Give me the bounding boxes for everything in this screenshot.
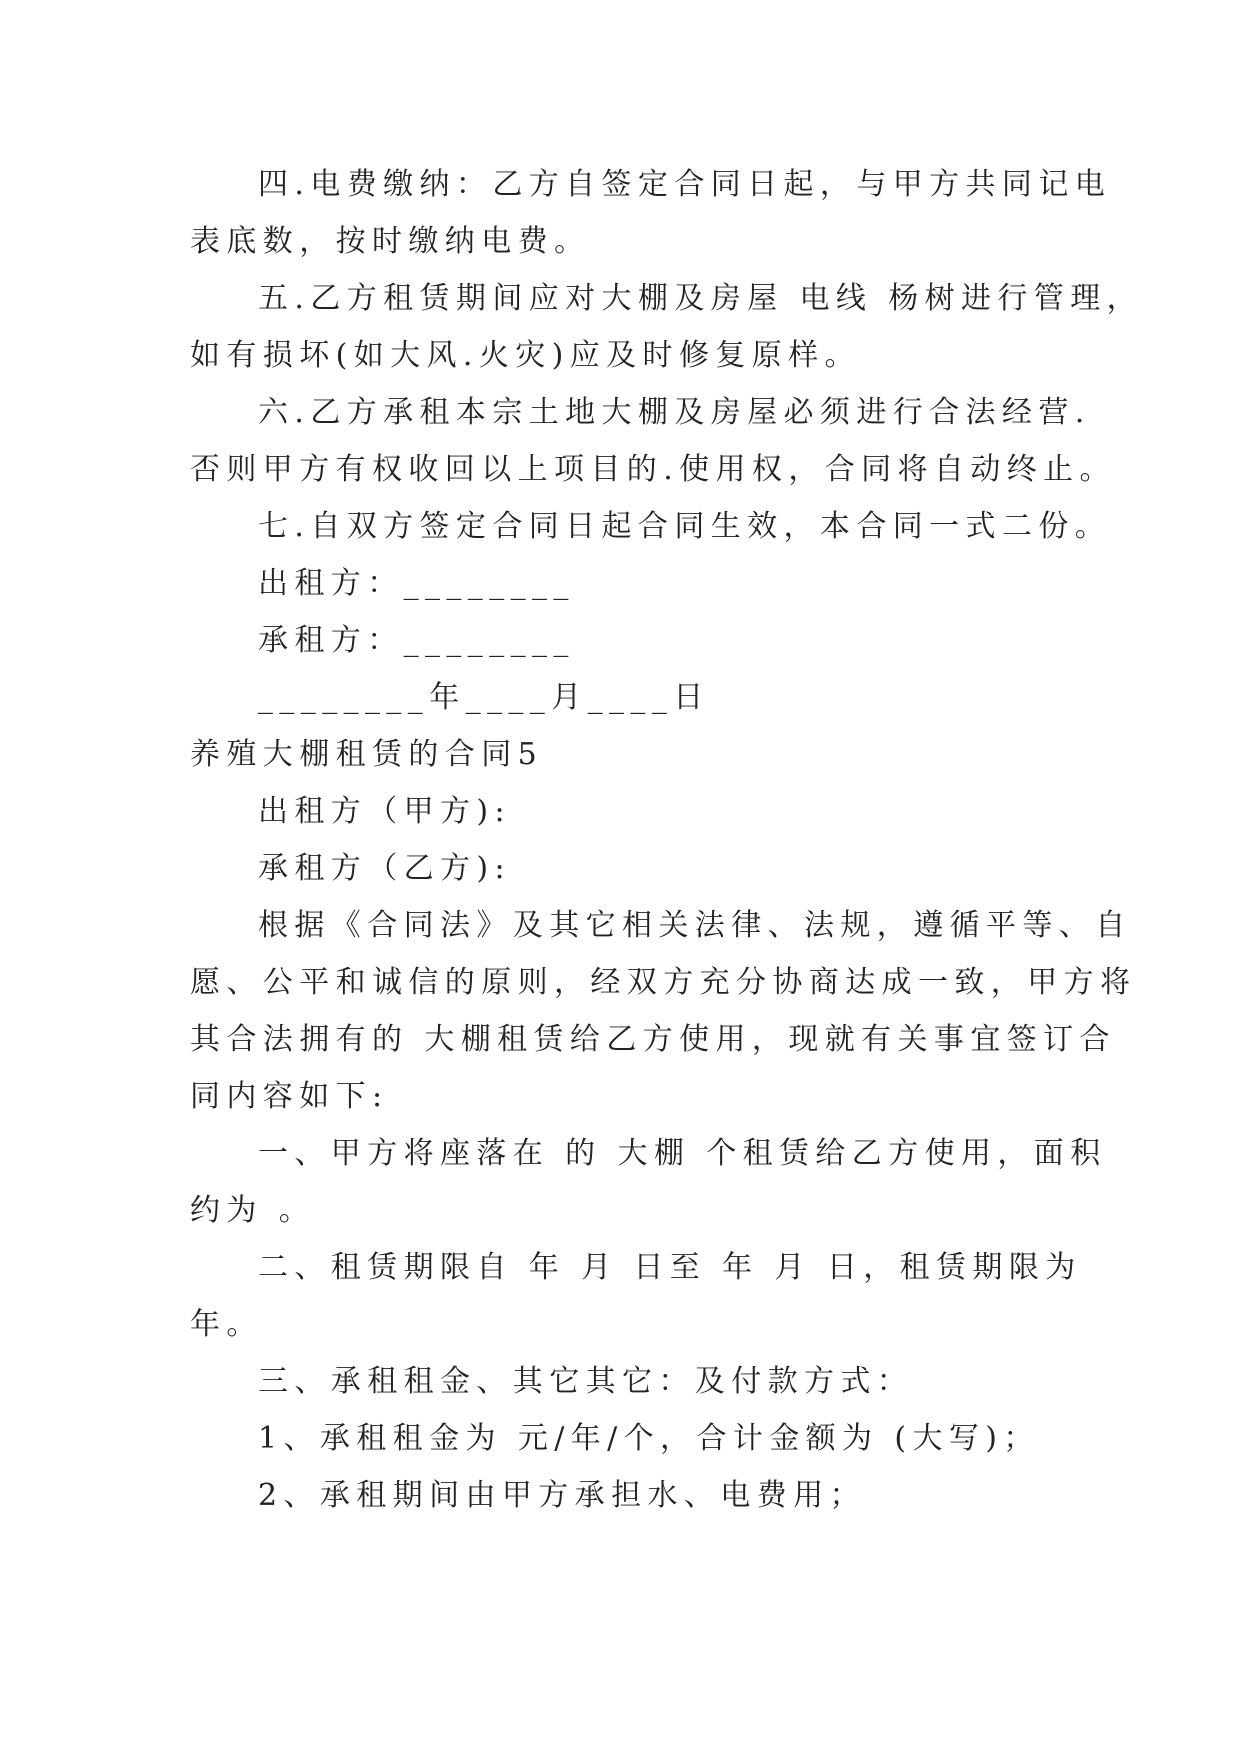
article-3-heading: 三、承租租金、其它其它：及付款方式： [258,1364,914,1399]
contract-5-title: 养殖大棚租赁的合同5 [190,737,544,772]
lessee-signature-line: 承租方：________ [258,623,575,658]
date-line: ________年____月____日 [258,680,710,715]
clause-4-line-1: 四.电费缴纳：乙方自签定合同日起，与甲方共同记电 [258,167,1112,202]
clause-5-line-1: 五.乙方租赁期间应对大棚及房屋 电线 杨树进行管理， [258,281,1144,316]
article-3-item-1: 1、承租租金为 元/年/个，合计金额为 (大写)； [258,1421,1040,1456]
preamble-line-4: 同内容如下: [190,1079,389,1114]
party-a-label: 出租方（甲方): [258,794,512,829]
clause-5-line-2: 如有损坏(如大风.火灾)应及时修复原样。 [190,338,861,373]
article-2-line-2: 年。 [190,1307,263,1342]
article-3-item-2: 2、承租期间由甲方承担水、电费用； [258,1478,866,1513]
clause-6-line-2: 否则甲方有权收回以上项目的.使用权，合同将自动终止。 [190,452,1116,487]
article-1-line-1: 一、甲方将座落在 的 大棚 个租赁给乙方使用，面积 [258,1136,1107,1171]
preamble-line-2: 愿、公平和诚信的原则，经双方充分协商达成一致，甲方将 [190,965,1137,1000]
clause-4-line-2: 表底数，按时缴纳电费。 [190,224,591,259]
clause-6-line-1: 六.乙方承租本宗土地大棚及房屋必须进行合法经营. [258,395,1091,430]
preamble-line-3: 其合法拥有的 大棚租赁给乙方使用，现就有关事宜签订合 [190,1022,1116,1057]
party-b-label: 承租方（乙方): [258,851,512,886]
article-1-line-2: 约为 。 [190,1193,316,1228]
preamble-line-1: 根据《合同法》及其它相关法律、法规，遵循平等、自 [258,908,1132,943]
clause-7-line: 七.自双方签定合同日起合同生效，本合同一式二份。 [258,509,1112,544]
lessor-signature-line: 出租方：________ [258,566,575,601]
article-2-line-1: 二、租赁期限自 年 月 日至 年 月 日，租赁期限为 [258,1250,1082,1285]
